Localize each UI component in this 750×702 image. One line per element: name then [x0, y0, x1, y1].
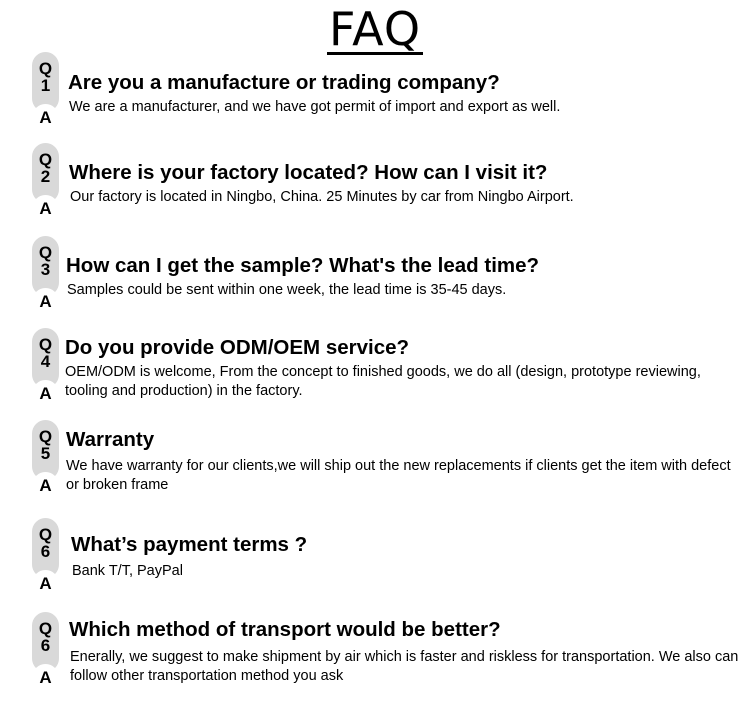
answer-badge: [32, 664, 59, 691]
answer-letter: A: [39, 476, 52, 495]
question-letter: Q: [38, 619, 53, 638]
qa-badge: [32, 328, 59, 404]
question-number: 2: [40, 167, 51, 186]
qa-badge: [32, 612, 59, 688]
question-badge: [32, 420, 59, 480]
question-badge: [32, 518, 59, 578]
question-letter: Q: [38, 427, 53, 446]
question-text: Do you provide ODM/OEM service?: [65, 336, 410, 359]
answer-text: OEM/ODM is welcome, From the concept to finished goods, we do all (design, prototype reviewing, tooling and production) in the factory.: [65, 364, 701, 399]
question-number: 4: [40, 352, 51, 371]
question-badge: [32, 143, 59, 203]
question-number: 1: [40, 76, 51, 95]
qa-badge: [32, 143, 59, 219]
question-badge: [32, 328, 59, 388]
page-title: [0, 4, 750, 55]
answer-text: Enerally, we suggest to make shipment by air which is faster and riskless for transportation. We also can follow other transportation method you ask: [70, 649, 739, 684]
qa-badge: [32, 420, 59, 496]
question-number: 6: [40, 542, 51, 561]
answer-letter: A: [39, 108, 52, 127]
question-number: 3: [40, 260, 51, 279]
question-number: 6: [40, 636, 51, 655]
answer-badge: [32, 570, 59, 597]
qa-badge: [32, 52, 59, 128]
question-badge: [32, 52, 59, 112]
question-letter: Q: [38, 525, 53, 544]
answer-letter: A: [39, 199, 52, 218]
answer-text: We have warranty for our clients,we will ship out the new replacements if clients get the item with defect or broken frame: [66, 458, 731, 493]
question-text: Warranty: [66, 428, 155, 451]
answer-text: Our factory is located in Ningbo, China. 25 Minutes by car from Ningbo Airport.: [70, 189, 574, 205]
question-letter: Q: [38, 243, 53, 262]
answer-badge: [32, 104, 59, 131]
qa-badge: [32, 518, 59, 594]
answer-letter: A: [39, 384, 52, 403]
answer-text: We are a manufacturer, and we have got permit of import and export as well.: [69, 99, 561, 115]
question-number: 5: [40, 444, 51, 463]
answer-letter: A: [39, 668, 52, 687]
page-title-text: FAQ: [328, 2, 422, 56]
question-badge: [32, 612, 59, 672]
answer-badge: [32, 288, 59, 315]
question-letter: Q: [38, 335, 53, 354]
answer-badge: [32, 380, 59, 407]
question-text: Are you a manufacture or trading company?: [68, 71, 500, 94]
answer-letter: A: [39, 292, 52, 311]
answer-badge: [32, 195, 59, 222]
question-text: Which method of transport would be better?: [69, 618, 501, 641]
question-letter: Q: [38, 59, 53, 78]
answer-text: Bank T/T, PayPal: [72, 563, 183, 579]
question-text: What’s payment terms ?: [71, 533, 308, 556]
question-text: Where is your factory located? How can I visit it?: [69, 161, 548, 184]
answer-letter: A: [39, 574, 52, 593]
question-letter: Q: [38, 150, 53, 169]
question-badge: [32, 236, 59, 296]
question-text: How can I get the sample? What's the lead time?: [66, 254, 540, 277]
answer-text: Samples could be sent within one week, the lead time is 35-45 days.: [67, 282, 507, 298]
qa-badge: [32, 236, 59, 312]
answer-badge: [32, 472, 59, 499]
